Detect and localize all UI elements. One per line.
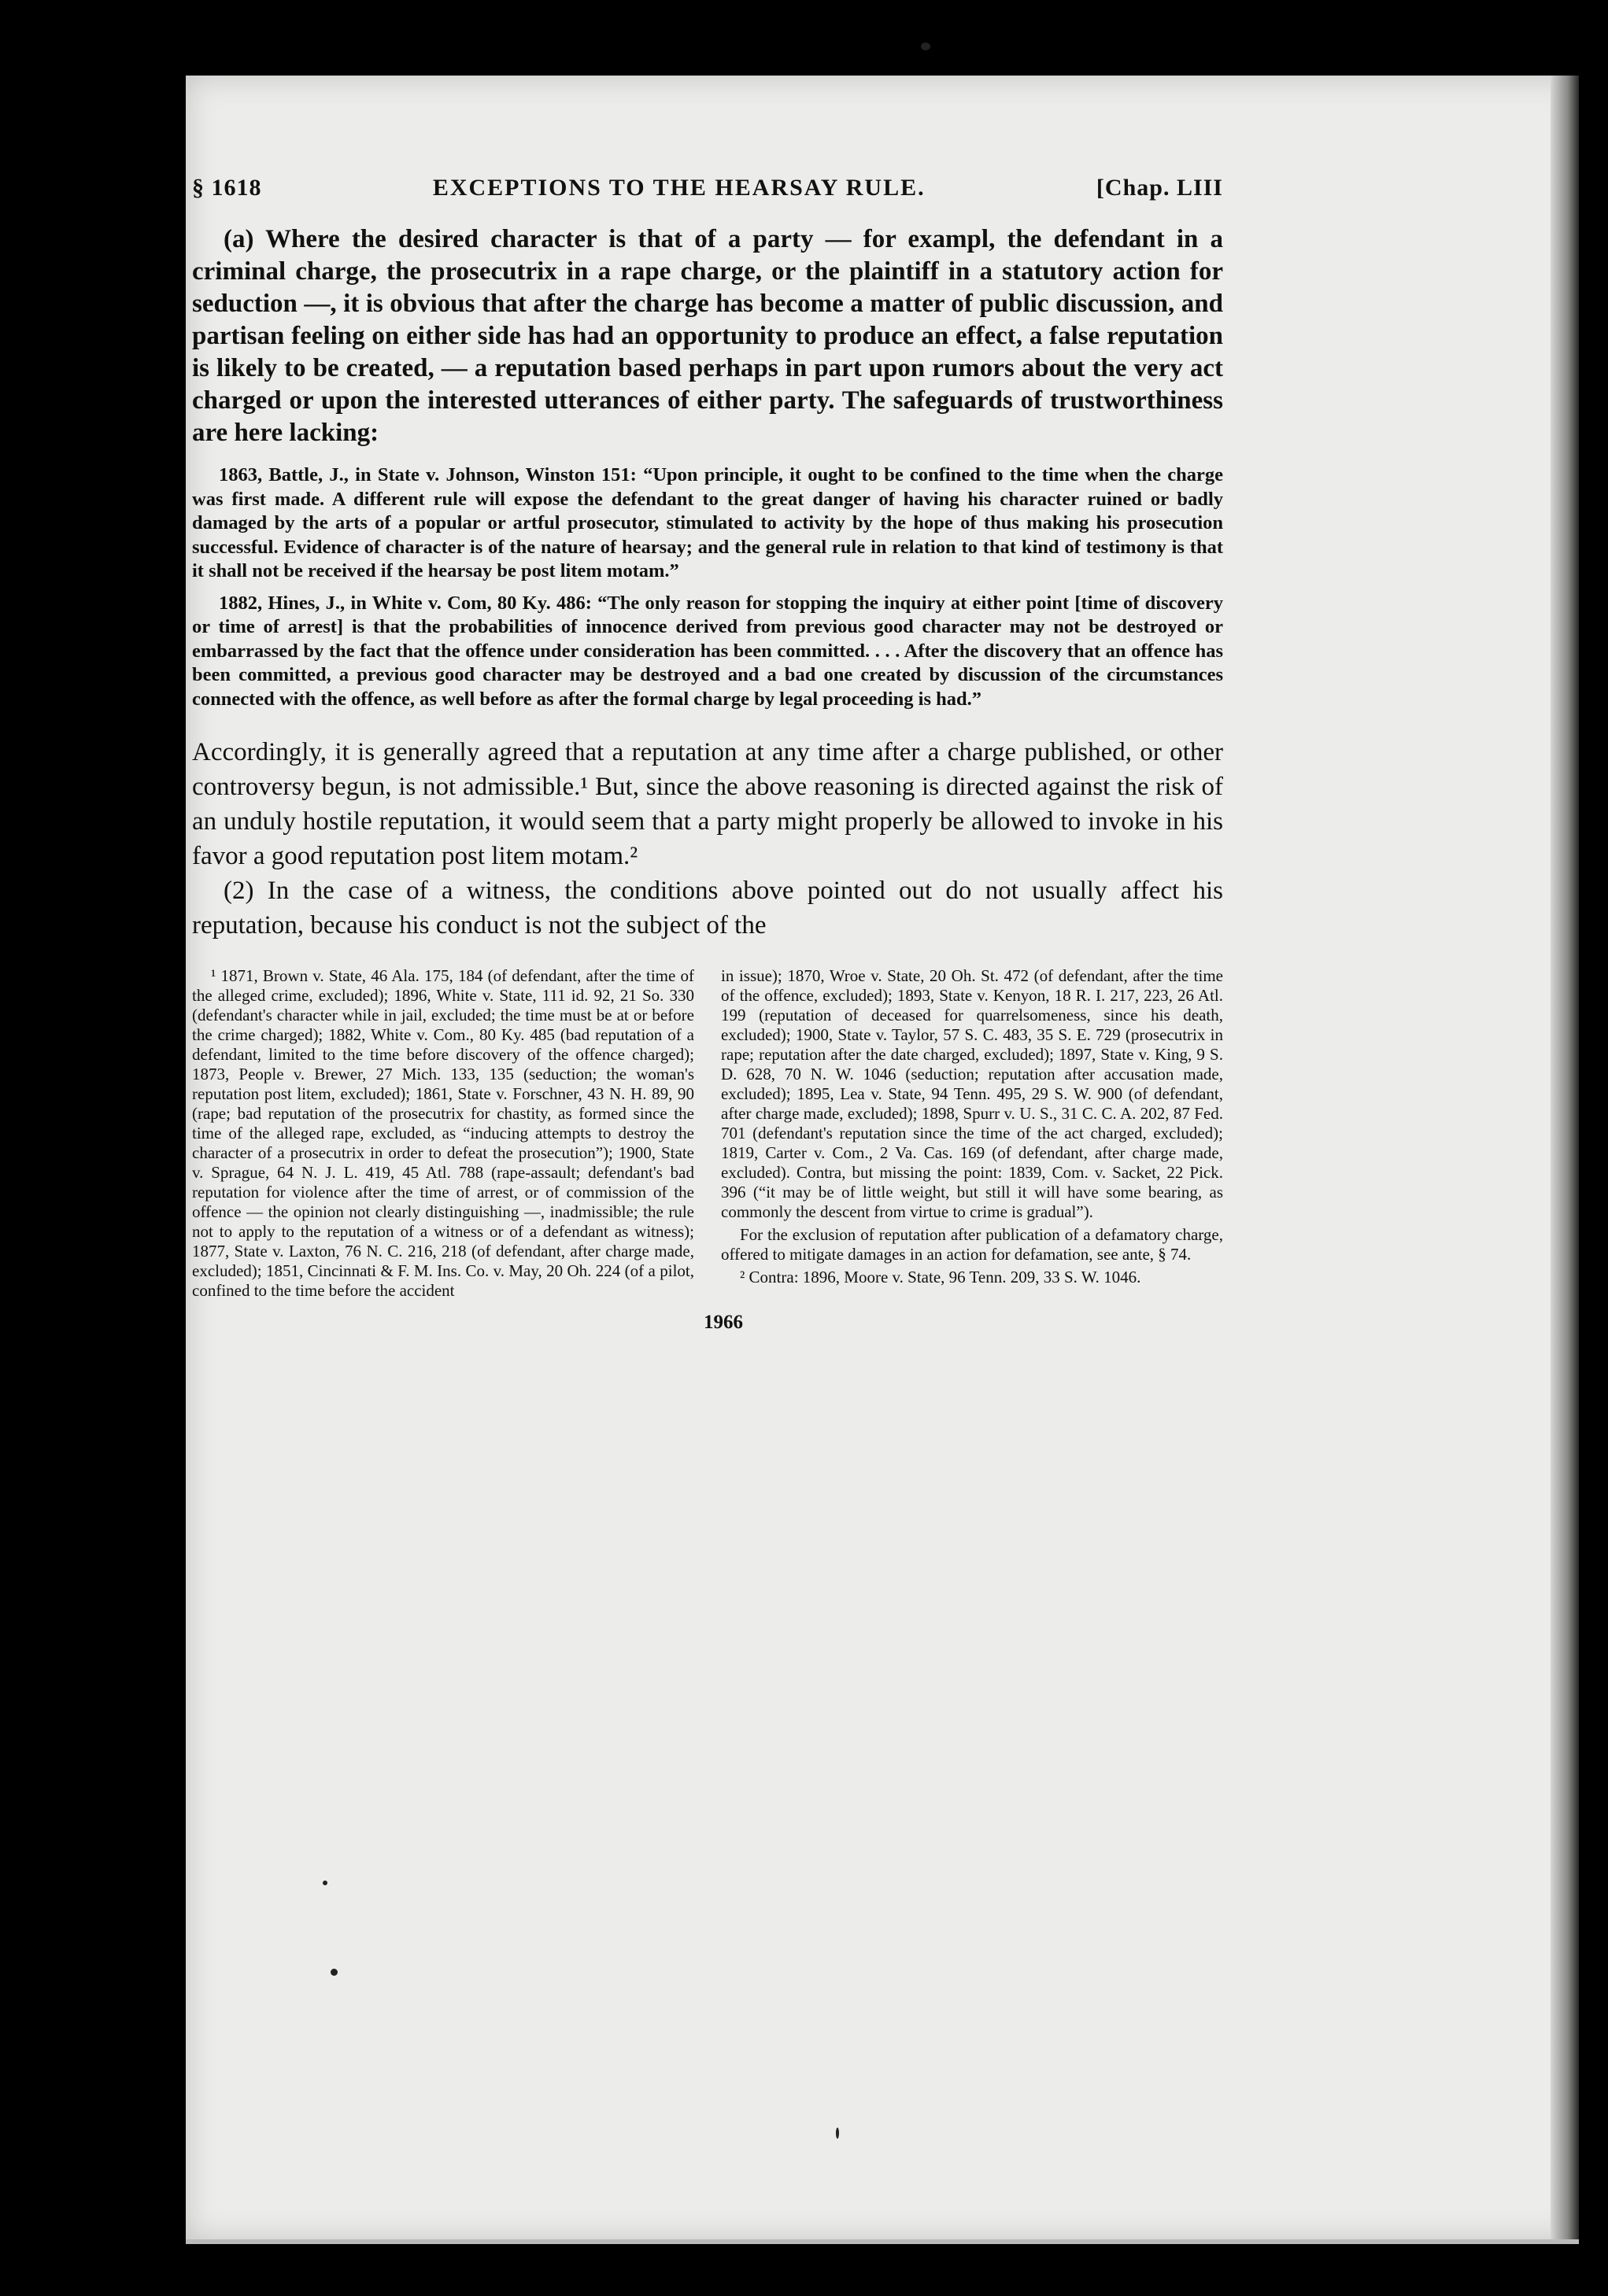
page-bottom-edge [186,2239,1579,2244]
page-number: 1966 [704,1312,743,1333]
quotation-white-v-com: 1882, Hines, J., in White v. Com, 80 Ky. 486: “The only reason for stopping the inquiry at either point [time of discovery or time of arrest] is that the probabilities of innocence derived from previous good character may not be destroyed or embarrassed by the fact that the offence under consideration has been committed. . . . After the discovery that an offence has been committed, a previous good character may be destroyed and a bad one created by discussion of the circumstances connected with the offence, as well before as after the formal charge by legal proceeding is had.” [192,592,1223,710]
ink-speck [331,1969,338,1976]
footnote-column-left [192,966,694,1301]
quotation-block [192,463,1223,711]
running-header [192,175,1223,201]
footnote-1-defamation-note: For the exclusion of reputation after publication of a defamatory charge, offered to mitigate damages in an action for defamation, see ante, § 74. [721,1225,1223,1264]
footnotes [192,966,1223,1301]
ink-speck [323,1881,327,1885]
paragraph-accordingly: Accordingly, it is generally agreed that a reputation at any time after a charge published, or other controversy begun, is not admissible.¹ But, since the above reasoning is directed against the risk of an unduly hostile reputation, it would seem that a party might properly be allowed to invoke in his favor a good reputation post litem motam.² [192,738,1223,870]
footnote-1-continued: in issue); 1870, Wroe v. State, 20 Oh. St. 472 (of defendant, after the time of the offence, excluded); 1893, State v. Kenyon, 18 R. I. 217, 223, 26 Atl. 199 (reputation of deceased for quarrelsomeness, since his death, excluded); 1900, State v. Taylor, 57 S. C. 483, 35 S. E. 729 (prosecutrix in rape; reputation after the date charged, excluded); 1897, State v. King, 9 S. D. 628, 70 N. W. 1046 (seduction; reputation after accusation made, excluded); 1895, Lea v. State, 94 Tenn. 495, 29 S. W. 900 (of defendant, after charge made, excluded); 1898, Spurr v. U. S., 31 C. C. A. 202, 87 Fed. 701 (defendant's reputation since the time of the act charged, excluded); 1819, Carter v. Com., 2 Va. Cas. 169 (of defendant, after charge made, excluded). Contra, but missing the point: 1839, Com. v. Sacket, 22 Pick. 396 (“it may be of little weight, but still it will have some bearing, as commonly the descent from virtue to crime is gradual”). [721,966,1223,1221]
paragraph-a: (a) Where the desired character is that of a party — for exampl, the defendant in a criminal charge, the prosecutrix in a rape charge, or the plaintiff in a statutory action for seduction —, it is obvious that after the charge has become a matter of public discussion, and partisan feeling on either side has had an opportunity to produce an effect, a false reputation is likely to be created, — a reputation based perhaps in part upon rumors about the very act charged or upon the interested utterances of either party. The safeguards of trustworthiness are here lacking: [192,225,1223,447]
quotation-state-v-johnson: 1863, Battle, J., in State v. Johnson, Winston 151: “Upon principle, it ought to be confined to the time when the charge was first made. A different rule will expose the defendant to the great danger of having his character ruined or badly damaged by the arts of a popular or artful prosecutor, stimulated to activity by the hope of thus making his prosecution successful. Evidence of character is of the nature of hearsay; and the general rule in relation to that kind of testimony is that it shall not be received if the hearsay be post litem motam.” [192,464,1223,581]
footnote-1: ¹ 1871, Brown v. State, 46 Ala. 175, 184 (of defendant, after the time of the alleged crime, excluded); 1896, White v. State, 111 id. 92, 21 So. 330 (defendant's character while in jail, excluded; the time must be at or before the crime charged); 1882, White v. Com., 80 Ky. 485 (bad reputation of a defendant, limited to the time before discovery of the offence charged); 1873, People v. Brewer, 27 Mich. 133, 135 (seduction; the woman's reputation post litem, excluded); 1861, State v. Forschner, 43 N. H. 89, 90 (rape; bad reputation of the prosecutrix for chastity, as formed since the time of the alleged rape, excluded, as “inducing attempts to destroy the character of a prosecutrix in order to defeat the prosecution”); 1900, State v. Sprague, 64 N. J. L. 419, 45 Atl. 788 (rape-assault; defendant's bad reputation for violence after the time of arrest, or of commission of the offence — the opinion not clearly distinguishing —, inadmissible; the rule not to apply to the reputation of a witness or of a defendant as witness); 1877, State v. Laxton, 76 N. C. 216, 218 (of defendant, after charge made, excluded); 1851, Cincinnati & F. M. Ins. Co. v. May, 20 Oh. 224 (of a pilot, confined to the time before the accident [192,966,694,1300]
running-title: EXCEPTIONS TO THE HEARSAY RULE. [432,175,926,201]
footnote-column-right [721,966,1223,1301]
ink-speck [921,42,930,50]
paragraph-2-witness: (2) In the case of a witness, the conditions above pointed out do not usually affect his reputation, because his conduct is not the subject of the [192,877,1223,939]
ink-speck [836,2128,839,2139]
section-number: § 1618 [192,175,262,201]
page-content [192,175,1223,1334]
footnote-2: ² Contra: 1896, Moore v. State, 96 Tenn. 209, 33 S. W. 1046. [740,1268,1141,1286]
chapter-label: [Chap. LIII [1096,175,1223,201]
